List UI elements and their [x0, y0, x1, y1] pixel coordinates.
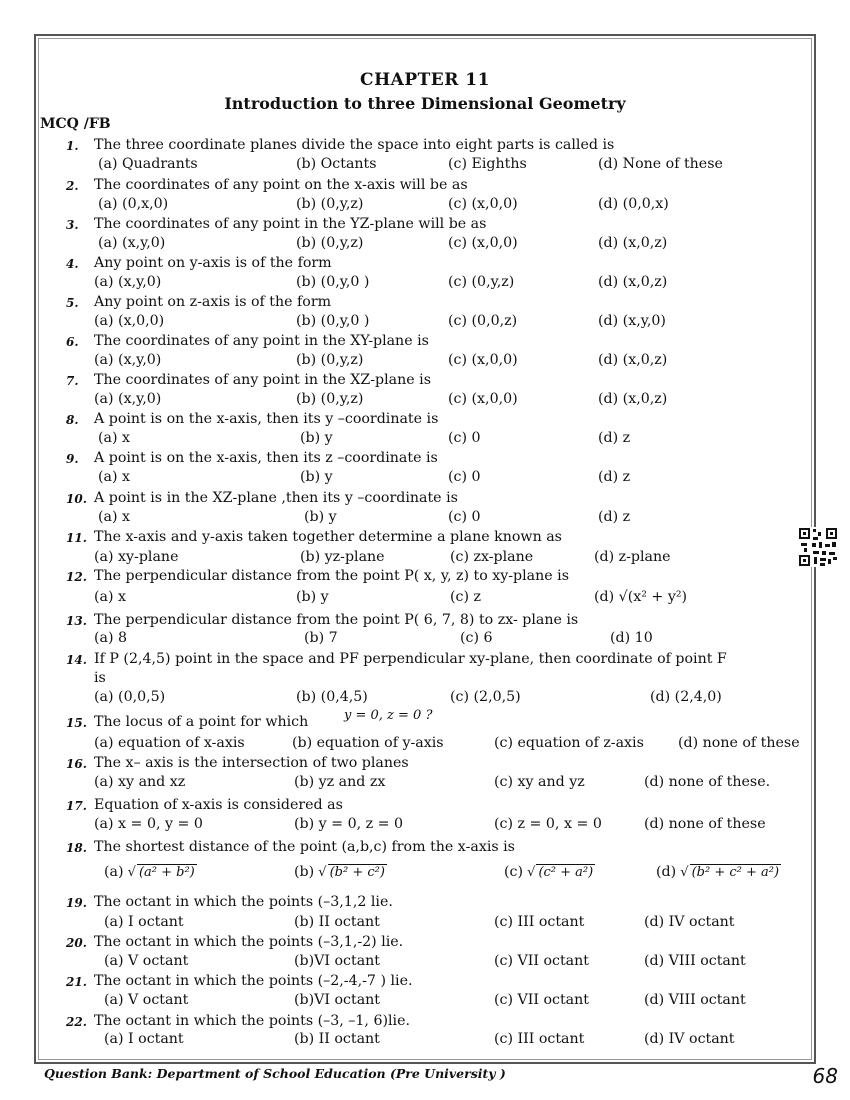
question-text: The coordinates of any point in the XZ-plane is: [94, 372, 431, 388]
option-label: (c) 6: [460, 630, 493, 646]
option-label: (c) 0: [448, 509, 481, 525]
option-label: (c) (x,0,0): [448, 352, 518, 368]
option-c: [448, 391, 518, 407]
option-b: [294, 774, 385, 790]
option-c: [448, 156, 527, 172]
option-label: (a) x = 0, y = 0: [94, 816, 203, 832]
option-c: [448, 352, 518, 368]
option-b: [294, 953, 380, 969]
option-label: (c) xy and yz: [494, 774, 585, 790]
option-a: [94, 589, 126, 605]
option-b: [300, 549, 385, 565]
option-label: (c) (x,0,0): [448, 196, 518, 212]
option-a: [104, 992, 188, 1008]
option-label: (c) (x,0,0): [448, 235, 518, 251]
option-label: (d) IV octant: [644, 914, 735, 930]
option-label: (d) z: [598, 509, 631, 525]
option-d: [598, 274, 667, 290]
option-label: (d) (x,0,z): [598, 352, 668, 368]
option-b: [294, 1031, 380, 1047]
option-label: (c) (x,0,0): [448, 391, 518, 407]
option-c: [494, 735, 644, 751]
option-a: [98, 235, 165, 251]
question-number: 22.: [66, 1015, 87, 1029]
option-root-expression: √ (b² + c² + a²): [676, 865, 780, 880]
option-a: [98, 469, 130, 485]
option-a: [94, 816, 203, 832]
option-a: [94, 630, 127, 646]
option-label: (d) IV octant: [644, 1031, 735, 1047]
option-label: (b) (0,y,z): [296, 196, 364, 212]
option-b: [304, 509, 337, 525]
question-text: The octant in which the points (–3, –1, 6)lie.: [94, 1013, 410, 1029]
section-label: MCQ /FB: [40, 116, 111, 132]
option-label: (d) (0,0,x): [598, 196, 669, 212]
option-root-expression: √ (c² + a²): [523, 865, 594, 880]
question-text-continued: y = 0, z = 0 ?: [344, 708, 433, 723]
option-label: (d) none of these: [678, 735, 800, 751]
option-label: (a): [104, 864, 124, 880]
option-a: [104, 953, 188, 969]
option-label: (a) x: [94, 589, 127, 605]
option-label: (a) (0,x,0): [98, 196, 169, 212]
question-text: The shortest distance of the point (a,b,c) from the x-axis is: [94, 839, 515, 855]
option-c: [494, 1031, 584, 1047]
option-b: [304, 630, 338, 646]
option-a: [104, 1031, 184, 1047]
option-label: (d) none of these: [644, 816, 766, 832]
option-b: [296, 196, 363, 212]
option-c: [504, 864, 595, 880]
radicand: (a² + b²): [138, 865, 195, 880]
question-number: 20.: [66, 936, 87, 950]
option-label: (a) (x,y,0): [94, 352, 162, 368]
option-label: (c) III octant: [494, 914, 585, 930]
option-label: (b) yz and zx: [294, 774, 386, 790]
option-a: [98, 509, 130, 525]
question-text: The octant in which the points (–2,-4,-7 ) lie.: [94, 973, 413, 989]
question-number: 6.: [66, 335, 79, 349]
option-label: (b) y: [300, 430, 333, 446]
option-label: (d) (x,0,z): [598, 391, 668, 407]
option-c: [460, 630, 493, 646]
question-text: The perpendicular distance from the point P( 6, 7, 8) to zx- plane is: [94, 612, 579, 628]
option-label: (a) xy-plane: [94, 549, 179, 565]
option-b: [296, 391, 363, 407]
option-d: [598, 352, 667, 368]
option-d: [644, 816, 766, 832]
option-a: [94, 274, 161, 290]
option-d: [594, 549, 671, 565]
option-label: (b) y: [296, 589, 329, 605]
option-d: [598, 469, 630, 485]
option-label: (b) (0,y,0 ): [296, 313, 370, 329]
option-label: (a) (x,y,0): [98, 235, 166, 251]
option-label: (a) 8: [94, 630, 128, 646]
option-d: [644, 774, 770, 790]
question-text: A point is on the x-axis, then its y –coordinate is: [94, 411, 439, 427]
option-label: (a) (x,y,0): [94, 391, 162, 407]
question-text: Any point on y-axis is of the form: [94, 255, 332, 271]
option-d: [598, 509, 630, 525]
question-text: The octant in which the points (–3,1,2 lie.: [94, 894, 393, 910]
option-b: [296, 156, 377, 172]
option-d: [644, 992, 746, 1008]
option-label: (b) y: [304, 509, 337, 525]
option-d: [598, 235, 667, 251]
question-text: The three coordinate planes divide the space into eight parts is called is: [94, 137, 615, 153]
question-number: 18.: [66, 841, 87, 855]
option-label: (b) (0,y,z): [296, 391, 364, 407]
question-number: 5.: [66, 296, 79, 310]
question-text: The x– axis is the intersection of two planes: [94, 755, 409, 771]
question-number: 11.: [66, 531, 87, 545]
option-label: (b) yz-plane: [300, 549, 385, 565]
option-c: [448, 430, 481, 446]
option-label: (b)VI octant: [294, 992, 380, 1008]
option-c: [494, 816, 602, 832]
question-text: The octant in which the points (–3,1,-2) lie.: [94, 934, 404, 950]
option-label: (c) (0,y,z): [448, 274, 515, 290]
option-a: [94, 735, 245, 751]
option-c: [450, 689, 521, 705]
page-number: 68: [812, 1064, 838, 1088]
option-b: [294, 816, 403, 832]
option-a: [98, 156, 198, 172]
option-d: [644, 914, 735, 930]
radicand: (b² + c² + a²): [691, 865, 780, 880]
option-b: [294, 914, 380, 930]
option-b: [296, 352, 363, 368]
option-b: [296, 589, 329, 605]
option-c: [494, 914, 584, 930]
option-label: (d) (x,y,0): [598, 313, 666, 329]
question-number: 13.: [66, 614, 87, 628]
question-number: 10.: [66, 492, 87, 506]
option-b: [294, 992, 380, 1008]
question-number: 19.: [66, 896, 87, 910]
option-b: [294, 864, 387, 880]
option-label: (d) z: [598, 430, 631, 446]
option-label: (c) z: [450, 589, 482, 605]
question-number: 21.: [66, 975, 87, 989]
question-number: 16.: [66, 757, 87, 771]
question-number: 17.: [66, 799, 87, 813]
option-label: (d) √(x² + y²): [594, 589, 688, 605]
option-label: (a) I octant: [104, 914, 184, 930]
question-text: The locus of a point for which: [94, 714, 309, 730]
option-label: (c) 0: [448, 469, 481, 485]
question-text: The coordinates of any point in the YZ-plane will be as: [94, 216, 487, 232]
option-label: (c) VII octant: [494, 992, 589, 1008]
option-label: (c): [504, 864, 524, 880]
option-label: (a) x: [98, 509, 131, 525]
option-c: [448, 509, 481, 525]
option-c: [448, 274, 514, 290]
option-label: (b) y: [300, 469, 333, 485]
option-label: (a) (0,0,5): [94, 689, 166, 705]
question-text: Any point on z-axis is of the form: [94, 294, 332, 310]
question-number: 1.: [66, 139, 79, 153]
option-a: [94, 549, 178, 565]
option-label: (a) V octant: [104, 953, 189, 969]
option-c: [448, 313, 517, 329]
option-a: [104, 864, 197, 880]
option-label: (d) (x,0,z): [598, 274, 668, 290]
option-label: (c) z = 0, x = 0: [494, 816, 602, 832]
option-a: [104, 914, 184, 930]
option-label: (d): [656, 864, 677, 880]
question-text: The coordinates of any point in the XY-plane is: [94, 333, 429, 349]
option-label: (d) z: [598, 469, 631, 485]
option-b: [296, 313, 369, 329]
qr-code-icon: [798, 527, 838, 567]
question-number: 12.: [66, 570, 87, 584]
question-number: 7.: [66, 374, 79, 388]
option-b: [296, 235, 363, 251]
option-d: [610, 630, 653, 646]
option-label: (b): [294, 864, 315, 880]
option-a: [94, 689, 165, 705]
option-b: [296, 689, 368, 705]
option-label: (c) III octant: [494, 1031, 585, 1047]
option-a: [98, 196, 168, 212]
option-c: [448, 235, 518, 251]
option-label: (d) VIII octant: [644, 992, 746, 1008]
option-b: [300, 469, 333, 485]
question-text: The x-axis and y-axis taken together determine a plane known as: [94, 529, 562, 545]
option-label: (b)VI octant: [294, 953, 380, 969]
option-d: [650, 689, 722, 705]
question-text-continued: is: [94, 670, 106, 686]
option-label: (d) None of these: [598, 156, 723, 172]
option-label: (b) II octant: [294, 914, 380, 930]
option-b: [292, 735, 444, 751]
option-label: (b) y = 0, z = 0: [294, 816, 404, 832]
option-d: [598, 391, 667, 407]
option-label: (a) x: [98, 469, 131, 485]
option-d: [598, 156, 723, 172]
option-label: (b) II octant: [294, 1031, 380, 1047]
option-d: [678, 735, 800, 751]
option-label: (a) Quadrants: [98, 156, 198, 172]
option-a: [94, 313, 164, 329]
option-c: [494, 953, 589, 969]
option-a: [94, 352, 161, 368]
question-text: Equation of x-axis is considered as: [94, 797, 343, 813]
option-label: (c) Eighths: [448, 156, 527, 172]
question-number: 9.: [66, 452, 79, 466]
option-label: (b) 7: [304, 630, 338, 646]
question-number: 4.: [66, 257, 79, 271]
option-c: [494, 992, 589, 1008]
option-label: (a) (x,0,0): [94, 313, 165, 329]
option-label: (d) VIII octant: [644, 953, 746, 969]
question-number: 8.: [66, 413, 79, 427]
option-label: (d) z-plane: [594, 549, 671, 565]
option-label: (c) (0,0,z): [448, 313, 518, 329]
option-d: [594, 589, 687, 605]
option-d: [644, 1031, 735, 1047]
option-label: (a) equation of x-axis: [94, 735, 245, 751]
option-label: (a) xy and xz: [94, 774, 186, 790]
option-label: (c) (2,0,5): [450, 689, 521, 705]
option-label: (c) zx-plane: [450, 549, 534, 565]
question-number: 15.: [66, 716, 87, 730]
option-d: [644, 953, 746, 969]
option-b: [300, 430, 333, 446]
option-d: [598, 430, 630, 446]
option-label: (b) (0,y,z): [296, 235, 364, 251]
option-a: [98, 430, 130, 446]
option-c: [448, 196, 518, 212]
option-root-expression: √ (b² + c²): [314, 865, 385, 880]
option-label: (b) (0,y,z): [296, 352, 364, 368]
option-label: (d) none of these.: [644, 774, 771, 790]
option-label: (b) (0,y,0 ): [296, 274, 370, 290]
option-label: (a) V octant: [104, 992, 189, 1008]
footer-text: Question Bank: Department of School Education (Pre University ): [44, 1066, 506, 1081]
question-number: 3.: [66, 218, 79, 232]
option-label: (d) (2,4,0): [650, 689, 722, 705]
option-d: [656, 864, 781, 880]
question-text: The perpendicular distance from the point P( x, y, z) to xy-plane is: [94, 568, 569, 584]
option-label: (b) (0,4,5): [296, 689, 368, 705]
option-root-expression: √ (a² + b²): [123, 865, 195, 880]
option-label: (c) equation of z-axis: [494, 735, 644, 751]
option-c: [450, 549, 533, 565]
option-label: (b) equation of y-axis: [292, 735, 444, 751]
radicand: (c² + a²): [538, 865, 594, 880]
option-d: [598, 196, 669, 212]
question-text: A point is on the x-axis, then its z –coordinate is: [94, 450, 438, 466]
option-label: (a) x: [98, 430, 131, 446]
option-label: (c) 0: [448, 430, 481, 446]
chapter-heading: CHAPTER 11: [360, 70, 490, 90]
option-label: (c) VII octant: [494, 953, 589, 969]
option-label: (d) (x,0,z): [598, 235, 668, 251]
question-number: 2.: [66, 179, 79, 193]
question-text: If P (2,4,5) point in the space and PF perpendicular xy-plane, then coordinate of point F: [94, 651, 727, 667]
option-label: (a) (x,y,0): [94, 274, 162, 290]
chapter-title: Introduction to three Dimensional Geometry: [224, 94, 626, 113]
option-a: [94, 391, 161, 407]
option-b: [296, 274, 369, 290]
option-label: (a) I octant: [104, 1031, 184, 1047]
question-number: 14.: [66, 653, 87, 667]
question-text: The coordinates of any point on the x-axis will be as: [94, 177, 468, 193]
radicand: (b² + c²): [329, 865, 385, 880]
option-c: [494, 774, 585, 790]
question-text: A point is in the XZ-plane ,then its y –coordinate is: [94, 490, 458, 506]
option-c: [448, 469, 481, 485]
option-c: [450, 589, 481, 605]
option-label: (d) 10: [610, 630, 653, 646]
option-d: [598, 313, 666, 329]
option-a: [94, 774, 185, 790]
option-label: (b) Octants: [296, 156, 377, 172]
